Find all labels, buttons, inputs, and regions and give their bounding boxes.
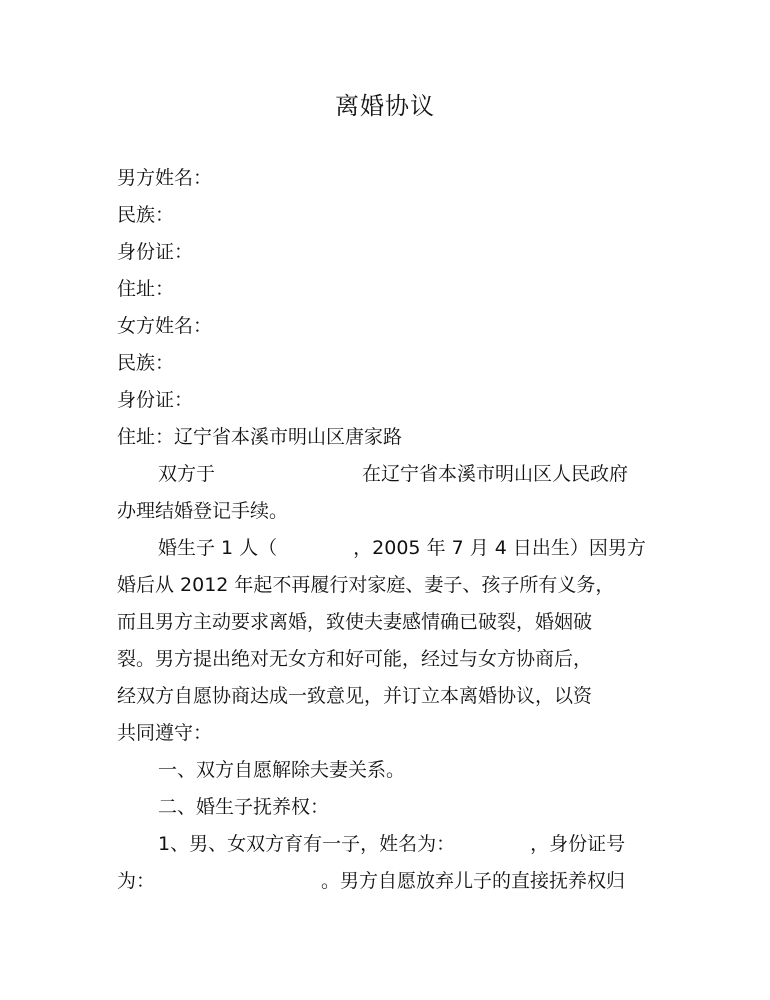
paragraph-line: [117, 868, 625, 894]
custody-text: 。男方自愿放弃儿子的直接抚养权归: [321, 870, 626, 892]
paragraph-line: 经双方自愿协商达成一致意见，并订立本离婚协议，以资: [117, 685, 593, 707]
male-ethnic-field: 民族：: [117, 204, 175, 226]
marriage-date-prefix: 双方于: [158, 463, 216, 485]
paragraph-line: 裂。男方提出绝对无女方和好可能，经过与女方协商后，: [117, 648, 593, 670]
document-title: 离婚协议: [335, 92, 435, 120]
female-id-field: 身份证：: [117, 389, 194, 411]
male-id-field: 身份证：: [117, 241, 194, 263]
paragraph-line: [158, 831, 625, 857]
paragraph-line: [158, 461, 628, 487]
paragraph-line: 办理结婚登记手续。: [117, 500, 289, 522]
id-prefix-text: 为：: [117, 870, 156, 892]
child-birth-text: ，2005 年 7 月 4 日出生）因男方: [353, 537, 646, 559]
child-name-text: 1、男、女双方育有一子，姓名为：: [158, 833, 456, 855]
child-count-text: 婚生子 1 人（: [158, 537, 278, 559]
clause-two: 二、婚生子抚养权：: [158, 796, 330, 818]
male-name-field: 男方姓名：: [117, 167, 213, 189]
paragraph-line: 而且男方主动要求离婚，致使夫妻感情确已破裂，婚姻破: [117, 611, 593, 633]
paragraph-line: [158, 535, 646, 561]
male-address-field: 住址：: [117, 278, 175, 300]
clause-one: 一、双方自愿解除夫妻关系。: [158, 759, 406, 781]
paragraph-line: 婚后从 2012 年起不再履行对家庭、妻子、孩子所有义务，: [117, 574, 615, 596]
female-ethnic-field: 民族：: [117, 352, 175, 374]
female-name-field: 女方姓名：: [117, 315, 213, 337]
marriage-place-text: 在辽宁省本溪市明山区人民政府: [362, 463, 629, 485]
id-number-label: ，身份证号: [530, 833, 626, 855]
paragraph-line: 共同遵守：: [117, 722, 213, 744]
female-address-field: 住址：辽宁省本溪市明山区唐家路: [117, 426, 403, 448]
